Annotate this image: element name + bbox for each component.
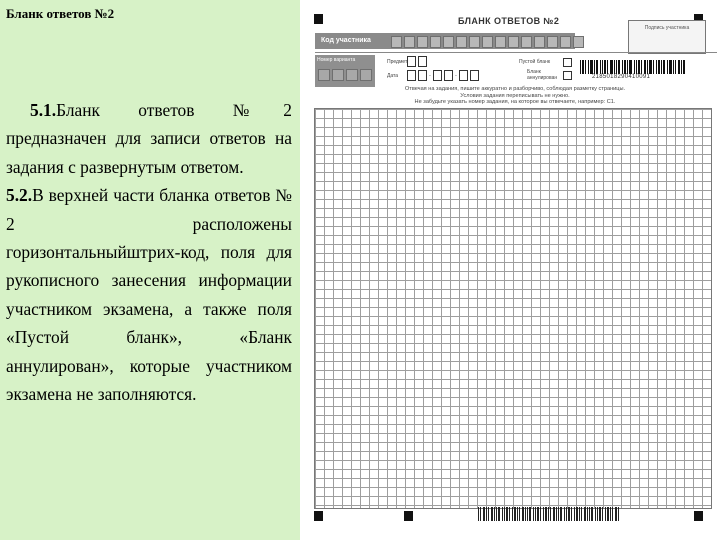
subject-cells: [407, 56, 427, 67]
instruction-line: Не забудьте указать номер задания, на которое вы отвечаете, например: С1.: [414, 99, 616, 106]
subject-label: Предмет: [387, 59, 408, 65]
corner-marker: [694, 511, 703, 521]
corner-marker: [314, 511, 323, 521]
barcode: [580, 60, 685, 74]
paragraph-5-2: [6, 181, 292, 408]
empty-form-checkbox: [563, 58, 572, 67]
corner-marker: [404, 511, 413, 521]
signature-label: Подпись участника: [644, 25, 690, 31]
body-text: [6, 96, 292, 408]
form-title: БЛАНК ОТВЕТОВ №2: [458, 16, 560, 26]
paragraph-5-2-number: 5.2.: [6, 185, 33, 206]
corner-marker: [314, 14, 323, 24]
variant-block: [315, 55, 375, 87]
signature-box: [628, 20, 706, 54]
paragraph-5-1-text: Бланк ответов №2 предназначен для записи ответов на задания с развернутым ответом.: [6, 100, 292, 177]
answer-form-image: [302, 0, 720, 540]
answer-grid: [314, 108, 712, 509]
paragraph-5-1: [6, 96, 292, 181]
cancelled-form-label: Бланк аннулирован: [527, 69, 558, 81]
participant-code-label: Код участника: [321, 37, 371, 44]
footer-barcode: [478, 507, 619, 521]
form-instructions: [315, 86, 715, 106]
cancelled-form-checkbox: [563, 71, 572, 80]
date-cells: . .: [407, 70, 479, 81]
instruction-line: Отвечая на задания, пишите аккуратно и разборчиво, соблюдая разметку страницы.: [404, 86, 626, 92]
variant-label: Номер варианта: [317, 57, 356, 63]
variant-cells: [318, 69, 372, 81]
paragraph-5-1-number: 5.1.: [30, 100, 57, 120]
empty-form-label: Пустой бланк: [519, 59, 551, 65]
slide-title: Бланк ответов №2: [6, 6, 115, 21]
paragraph-5-2-text: В верхней части бланка ответов № 2 расположены горизонтальныйштрих-код, поля для рукописного занесения информации участником экзамена, а также поля «Пустой бланк», «Бланк аннулирован», которые участником экзамена не заполняются.: [6, 185, 292, 405]
barcode-number: 2185018290410091: [592, 74, 651, 80]
participant-code-bar: [315, 33, 575, 49]
date-label: Дата: [387, 73, 399, 79]
instruction-line: Условия задания переписывать не нужно.: [460, 92, 570, 99]
participant-code-cells: [391, 36, 584, 48]
